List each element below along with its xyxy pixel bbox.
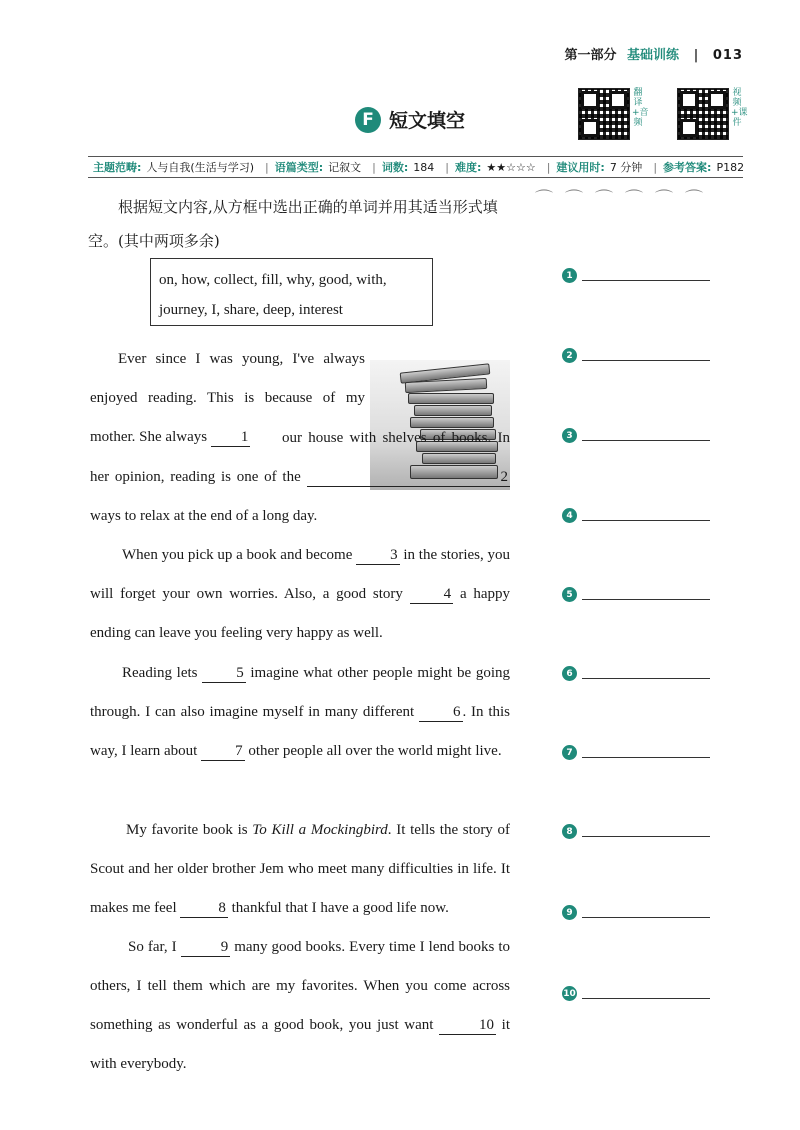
time-value: 7 分钟 <box>609 161 643 174</box>
answer-slot-4[interactable] <box>562 508 710 523</box>
answer-line[interactable] <box>582 350 710 361</box>
qr-label-video: 视频+课件 <box>731 88 748 128</box>
divider: | <box>693 48 699 63</box>
words-value: 184 <box>413 161 435 174</box>
answer-line[interactable] <box>582 988 710 999</box>
paragraph-3 <box>90 654 510 771</box>
answer-line[interactable] <box>582 907 710 918</box>
answer-line[interactable] <box>582 510 710 521</box>
theme-label: 主题范畴: <box>93 161 142 174</box>
paragraph-1-text-c: ways to relax at the end of a long day. <box>90 508 318 524</box>
instruction: 根据短文内容,从方框中选出正确的单词并用其适当形式填空。(其中两项多余) <box>88 198 498 250</box>
answer-number-3: 3 <box>562 428 577 443</box>
page-number: 013 <box>712 48 743 63</box>
answer-number-6: 6 <box>562 666 577 681</box>
answer-line[interactable] <box>582 430 710 441</box>
blank-1: 1 <box>211 428 251 447</box>
info-bar: 主题范畴: 人与自我(生活与学习) | 语篇类型: 记叙文 | 词数: 184 | 难度: ★★☆☆☆ | 建议用时: 7 分钟 | 参考答案: P182 <box>88 156 743 178</box>
answer-slot-6[interactable] <box>562 666 710 681</box>
answer-slot-7[interactable] <box>562 745 710 760</box>
paragraph-3-text-d: other people all over the world might live. <box>248 743 502 759</box>
paragraph-2 <box>90 536 510 653</box>
answer-slot-10[interactable] <box>562 986 710 1001</box>
answer-line[interactable] <box>582 747 710 758</box>
word-box-line-2: journey, I, share, deep, interest <box>159 302 343 318</box>
section-label: 基础训练 <box>627 48 680 63</box>
paragraph-1-text-b: our house with shelves of books. In her opinion, reading is one of the <box>90 430 510 485</box>
qr-code-video[interactable] <box>677 88 729 140</box>
paragraph-4-text-a: My favorite book is <box>126 822 248 838</box>
paragraph-1-text-a: Ever since I was young, I've always enjoyed reading. This is because of my mother. She always <box>90 351 365 445</box>
paragraph-3-text-b: imagine what other people might be going through. I can also imagine myself in many different <box>90 665 511 720</box>
qr-code-translation[interactable] <box>578 88 630 140</box>
answer-number-7: 7 <box>562 745 577 760</box>
blank-6: 6 <box>419 703 463 722</box>
answer-number-10: 10 <box>562 986 577 1001</box>
time-label: 建议用时: <box>556 161 605 174</box>
answer-number-1: 1 <box>562 268 577 283</box>
page-header <box>564 44 743 63</box>
blank-9: 9 <box>181 938 231 957</box>
paragraph-2-text-b: in the stories, you will forget your own worries. Also, a good story <box>90 547 511 602</box>
answer-number-9: 9 <box>562 905 577 920</box>
answer-slot-8[interactable] <box>562 824 710 839</box>
exercise-title-text: 短文填空 <box>389 110 466 132</box>
part-label: 第一部分 <box>564 48 617 63</box>
paragraph-4 <box>90 811 510 928</box>
blank-10: 10 <box>439 1016 496 1035</box>
paragraph-4-text-c: thankful that I have a good life now. <box>231 900 449 916</box>
answer-ref-label: 参考答案: <box>663 161 712 174</box>
paragraph-3-text-a: Reading lets <box>122 665 198 681</box>
paragraph-1b <box>90 419 510 536</box>
answer-slot-2[interactable] <box>562 348 710 363</box>
answer-number-4: 4 <box>562 508 577 523</box>
blank-3: 3 <box>356 546 400 565</box>
blank-5: 5 <box>202 664 246 683</box>
theme-value: 人与自我(生活与学习) <box>146 161 254 174</box>
answer-line[interactable] <box>582 826 710 837</box>
type-label: 语篇类型: <box>274 161 324 174</box>
difficulty-label: 难度: <box>454 161 482 174</box>
blank-7: 7 <box>201 742 245 761</box>
blank-4: 4 <box>410 585 454 604</box>
paragraph-2-text-a: When you pick up a book and become <box>122 547 353 563</box>
words-label: 词数: <box>381 161 409 174</box>
paragraph-5-text-a: So far, I <box>128 939 177 955</box>
answer-number-8: 8 <box>562 824 577 839</box>
word-box-line-1: on, how, collect, fill, why, good, with, <box>159 272 387 288</box>
blank-2: 2 <box>307 468 511 487</box>
word-box <box>150 258 433 326</box>
answer-slot-1[interactable] <box>562 268 710 283</box>
paragraph-3-text-c: . In this way, I learn about <box>90 704 511 759</box>
answer-slot-3[interactable] <box>562 428 710 443</box>
difficulty-value: ★★☆☆☆ <box>486 161 536 174</box>
paragraph-5 <box>90 928 510 1084</box>
answer-line[interactable] <box>582 589 710 600</box>
book-title: To Kill a Mockingbird <box>252 822 388 838</box>
paragraph-2-text-c: a happy ending can leave you feeling very happy as well. <box>90 586 511 641</box>
exercise-title <box>355 106 465 133</box>
type-value: 记叙文 <box>328 161 362 174</box>
paragraph-5-text-c: it with everybody. <box>90 1017 511 1072</box>
answer-line[interactable] <box>582 270 710 281</box>
answer-line[interactable] <box>582 668 710 679</box>
decorative-arcs: ⌒⌒⌒⌒⌒⌒ <box>535 189 715 209</box>
exercise-badge: F <box>355 107 381 133</box>
answer-slot-9[interactable] <box>562 905 710 920</box>
paragraph-4-text-b: . It tells the story of Scout and her older brother Jem who meet many difficulties in life. It makes me feel <box>90 822 511 916</box>
answer-number-5: 5 <box>562 587 577 602</box>
blank-8: 8 <box>180 899 228 918</box>
answer-slot-5[interactable] <box>562 587 710 602</box>
answer-number-2: 2 <box>562 348 577 363</box>
answer-ref-value: P182 <box>716 161 745 174</box>
qr-label-translation: 翻译+音频 <box>632 88 649 128</box>
paragraph-5-text-b: many good books. Every time I lend books to others, I tell them which are my favorites. When you come across something as wonderful as a good book, you just want <box>90 939 511 1033</box>
